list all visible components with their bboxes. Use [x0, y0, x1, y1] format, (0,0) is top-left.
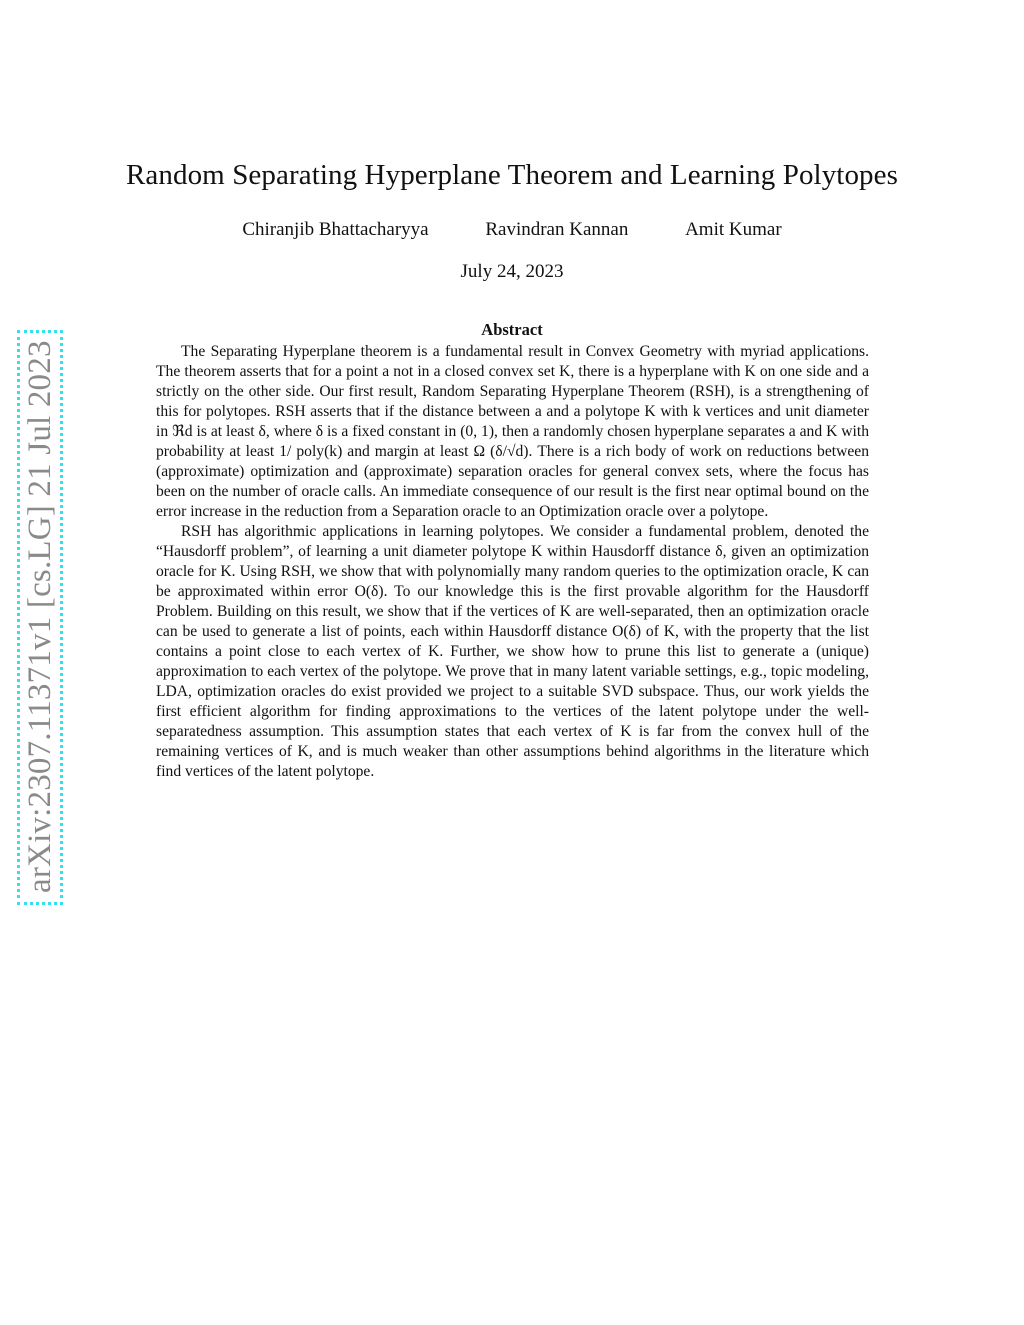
abstract-paragraph: The Separating Hyperplane theorem is a fundamental result in Convex Geometry with myriad applications. The theorem asserts that for a point a not in a closed convex set K, there is a hyperplane with K on one side and a strictly on the other side. Our first result, Random Separating Hyperplane Theorem (RSH), is a strengthening of this for polytopes. RSH asserts that if the distance between a and a polytope K with k vertices and unit diameter in ℜd is at least δ, where δ is a fixed constant in (0, 1), then a randomly chosen hyperplane separates a and K with probability at least 1/ poly(k) and margin at least Ω (δ/√d). There is a rich body of work on reductions between (approximate) optimization and (approximate) separation oracles for general convex sets, where the focus has been on the number of oracle calls. An immediate consequence of our result is the first near optimal bound on the error increase in the reduction from a Separation oracle to an Optimization oracle over a polytope. — [156, 343, 869, 520]
arxiv-identifier: arXiv:2307.11371v1 [cs.LG] 21 Jul 2023 — [22, 340, 58, 894]
abstract-paragraph: RSH has algorithmic applications in learning polytopes. We consider a fundamental problem, denoted the “Hausdorff problem”, of learning a unit diameter polytope K within Hausdorff distance δ, given an optimization oracle for K. Using RSH, we show that with polynomially many random queries to the optimization oracle, K can be approximated within error O(δ). To our knowledge this is the first provable algorithm for the Hausdorff Problem. Building on this result, we show that if the vertices of K are well-separated, then an optimization oracle can be used to generate a list of points, each within Hausdorff distance O(δ) of K, with the property that the list contains a point close to each vertex of K. Further, we show how to prune this list to generate a (unique) approximation to each vertex of the polytope. We prove that in many latent variable settings, e.g., topic modeling, LDA, optimization oracles do exist provided we project to a suitable SVD subspace. Thus, our work yields the first efficient algorithm for finding approximations to the vertices of the latent polytope under the well-separatedness assumption. This assumption states that each vertex of K is far from the convex hull of the remaining vertices of K, and is much weaker than other assumptions behind algorithms in the literature which find vertices of the latent polytope. — [156, 523, 869, 780]
author-name: Chiranjib Bhattacharyya — [242, 219, 429, 240]
paper-date: July 24, 2023 — [460, 261, 564, 282]
abstract-body — [156, 342, 869, 782]
paper-title: Random Separating Hyperplane Theorem and Learning Polytopes — [125, 159, 899, 191]
author-name: Ravindran Kannan — [485, 219, 629, 240]
author-list — [0, 219, 1024, 241]
abstract-heading: Abstract — [481, 320, 543, 339]
author-name: Amit Kumar — [685, 219, 782, 240]
